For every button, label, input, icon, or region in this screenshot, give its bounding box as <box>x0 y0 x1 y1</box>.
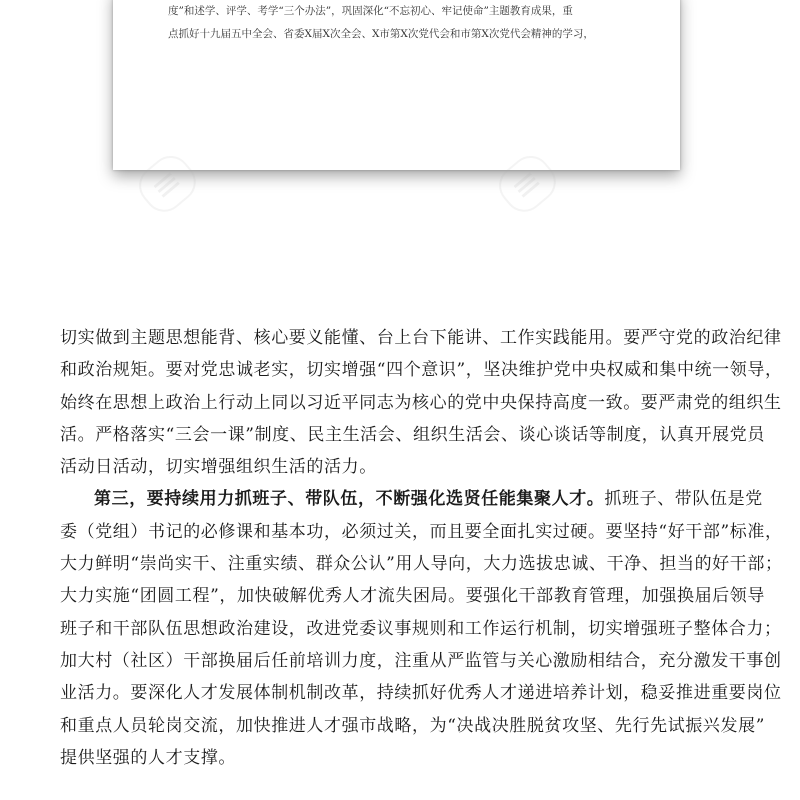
paragraph-line: 业活力。要深化人才发展体制机制改革，持续抓好优秀人才递进培养计划，稳妥推进重要岗位 <box>60 683 782 704</box>
excerpt-text <box>168 0 653 46</box>
paragraph-line: 提供坚强的人才支撑。 <box>60 747 236 768</box>
document-body <box>60 322 783 774</box>
excerpt-line: 度”和述学、评学、考学“三个办法”，巩固深化“不忘初心、牢记使命”主题教育成果，重 <box>168 5 573 17</box>
excerpt-line: 点抓好十九届五中全会、省委X届X次全会、X市第X次党代会和市第X次党代会精神的学习， <box>168 28 594 40</box>
section-heading: 第三，要持续用力抓班子、带队伍，不断强化选贤任能集聚人才。 <box>94 489 605 510</box>
paragraph-line: 切实做到主题思想能背、核心要义能懂、台上台下能讲、工作实践能用。要严守党的政治纪律 <box>60 328 782 348</box>
paragraph-line: 委（党组）书记的必修课和基本功，必须过关，而且要全面扎实过硬。要坚持“好干部”标准， <box>60 521 783 542</box>
paragraph-line: 和重点人员轮岗交流，加快推进人才强市战略，为“决战决胜脱贫攻坚、先行先试振兴发展” <box>60 715 765 736</box>
excerpt-card <box>113 0 680 170</box>
paragraph-line: 加大村（社区）干部换届后任前培训力度，注重从严监管与关心激励相结合，充分激发干事创 <box>60 650 782 671</box>
paragraph-line: 活。严格落实“三会一课”制度、民主生活会、组织生活会、谈心谈话等制度，认真开展党员 <box>60 424 765 445</box>
paragraph-line: 始终在思想上政治上行动上同以习近平同志为核心的党中央保持高度一致。要严肃党的组织生 <box>60 392 782 413</box>
paragraph-first-line <box>60 483 763 515</box>
paragraph-text: 抓班子、带队伍是党 <box>604 489 763 510</box>
watermark: ≡ <box>131 148 204 220</box>
paragraph-line: 大力实施“团圆工程”，加快破解优秀人才流失困局。要强化干部教育管理，加强换届后领导 <box>60 586 765 607</box>
watermark: ≡ <box>491 148 564 220</box>
paragraph-line: 活动日活动，切实增强组织生活的活力。 <box>60 457 377 478</box>
paragraph-line: 大力鲜明“崇尚实干、注重实绩、群众公认”用人导向，大力选拔忠诚、干净、担当的好干部； <box>60 554 783 575</box>
paragraph-line: 班子和干部队伍思想政治建设，改进党委议事规则和工作运行机制，切实增强班子整体合力； <box>60 618 782 639</box>
paragraph-line: 和政治规矩。要对党忠诚老实，切实增强“四个意识”，坚决维护党中央权威和集中统一领导， <box>60 360 783 381</box>
